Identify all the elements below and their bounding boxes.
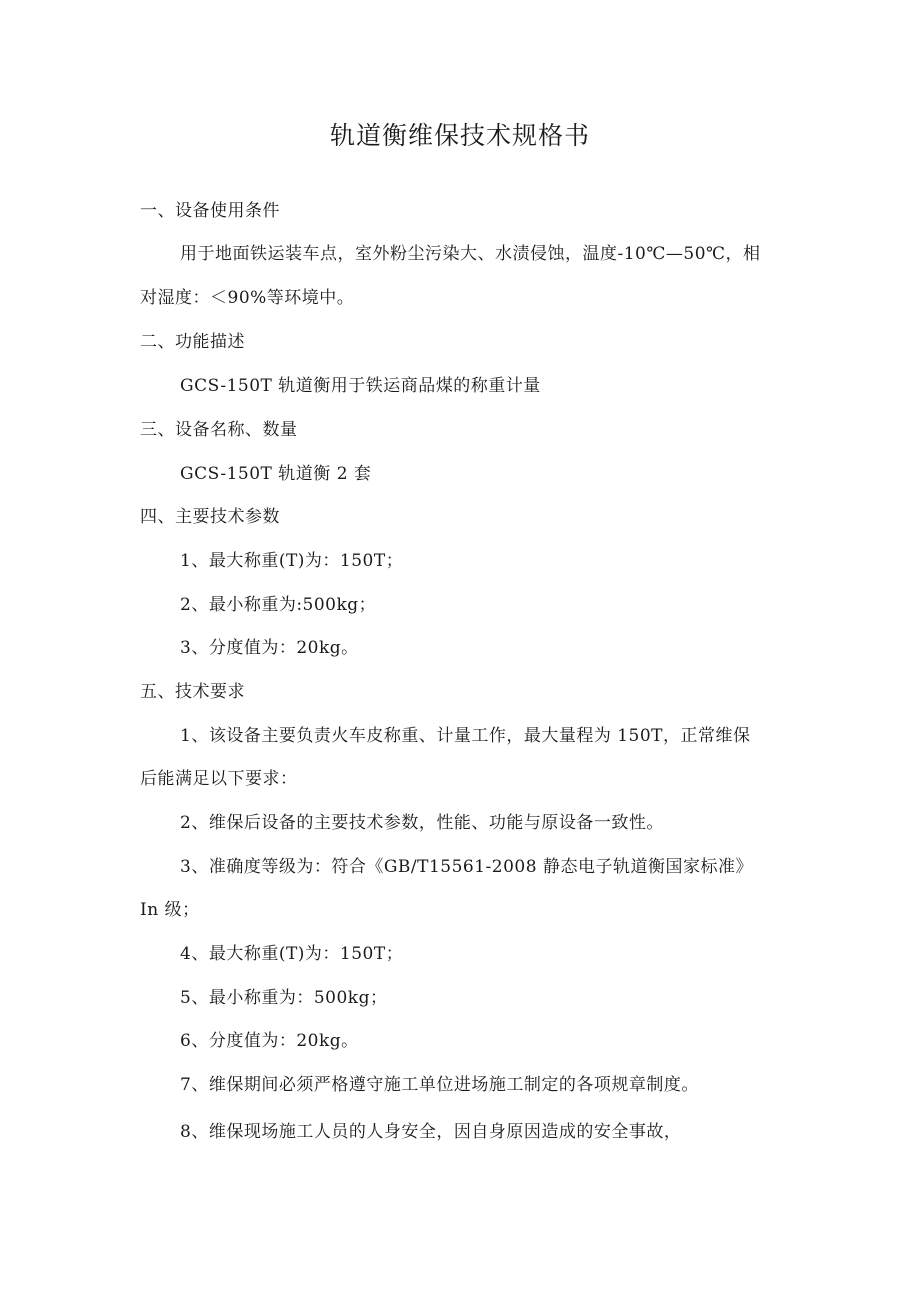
requirement-item-8: 8、维保现场施工人员的人身安全，因自身原因造成的安全事故， [180, 1122, 682, 1142]
parameter-item: 1、最大称重(T)为：150T； [180, 551, 404, 571]
requirement-item-6: 6、分度值为：20kg。 [180, 1031, 359, 1051]
requirement-item-1-line1: 1、该设备主要负责火车皮称重、计量工作，最大量程为 150T，正常维保 [180, 726, 751, 746]
section-heading-function: 二、功能描述 [140, 332, 245, 352]
usage-conditions-text-line2: 对湿度：＜90%等环境中。 [140, 288, 355, 308]
usage-conditions-text-line1: 用于地面铁运装车点，室外粉尘污染大、水渍侵蚀，温度-10℃—50℃，相 [180, 244, 761, 264]
requirement-item-1-line2: 后能满足以下要求： [140, 769, 298, 789]
parameter-item: 2、最小称重为:500kg； [180, 595, 377, 615]
section-heading-parameters: 四、主要技术参数 [140, 507, 280, 527]
requirement-item-2: 2、维保后设备的主要技术参数，性能、功能与原设备一致性。 [180, 813, 664, 833]
requirement-item-5: 5、最小称重为：500kg； [180, 988, 388, 1008]
requirement-item-4: 4、最大称重(T)为：150T； [180, 944, 404, 964]
document-title: 轨道衡维保技术规格书 [329, 121, 590, 150]
section-heading-requirements: 五、技术要求 [140, 682, 245, 702]
requirement-item-3-line1: 3、准确度等级为：符合《GB/T15561-2008 静态电子轨道衡国家标准》 [180, 857, 753, 877]
function-text: GCS-150T 轨道衡用于铁运商品煤的称重计量 [180, 376, 541, 396]
equipment-text: GCS-150T 轨道衡 2 套 [180, 464, 372, 484]
requirement-item-7: 7、维保期间必须严格遵守施工单位进场施工制定的各项规章制度。 [180, 1075, 699, 1095]
section-heading-equipment: 三、设备名称、数量 [140, 420, 298, 440]
parameter-item: 3、分度值为：20kg。 [180, 638, 359, 658]
requirement-item-3-line2: In 级； [140, 900, 200, 920]
section-heading-usage-conditions: 一、设备使用条件 [140, 201, 280, 221]
